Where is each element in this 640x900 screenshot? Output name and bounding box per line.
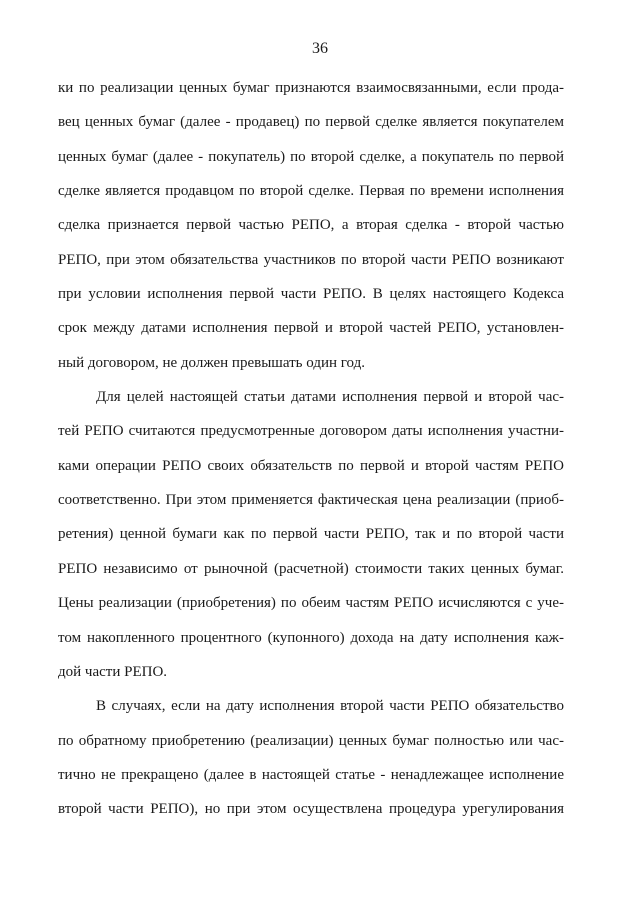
- body-text: [58, 80, 564, 836]
- text-line: вец ценных бумаг (далее - продавец) по первой сделке является покупателем: [58, 114, 564, 131]
- text-line: тей РЕПО считаются предусмотренные договором даты исполнения участни-: [58, 423, 564, 440]
- text-line: ками операции РЕПО своих обязательств по первой и второй частям РЕПО: [58, 457, 564, 474]
- text-line: сделке является продавцом по второй сделке. Первая по времени исполнения: [58, 183, 564, 200]
- text-line: ный договором, не должен превышать один год.: [58, 354, 365, 371]
- text-line: ки по реализации ценных бумаг признаются взаимосвязанными, если прода-: [58, 80, 564, 96]
- text-line: по обратному приобретению (реализации) ценных бумаг полностью или час-: [58, 732, 564, 749]
- page-number: 36: [312, 40, 328, 57]
- text-line: тично не прекращено (далее в настоящей статье - ненадлежащее исполнение: [58, 766, 564, 783]
- text-line: срок между датами исполнения первой и второй частей РЕПО, установлен-: [58, 320, 564, 337]
- text-line: Для целей настоящей статьи датами исполнения первой и второй час-: [96, 389, 564, 406]
- text-line: ценных бумаг (далее - покупатель) по второй сделке, а покупатель по первой: [58, 148, 564, 165]
- text-line: ретения) ценной бумаги как по первой части РЕПО, так и по второй части: [58, 526, 564, 543]
- text-line: РЕПО, при этом обязательства участников по второй части РЕПО возникают: [58, 251, 564, 268]
- text-line: второй части РЕПО), но при этом осуществлена процедура урегулирования: [58, 801, 564, 818]
- text-line: при условии исполнения первой части РЕПО. В целях настоящего Кодекса: [58, 286, 564, 303]
- text-line: Цены реализации (приобретения) по обеим частям РЕПО исчисляются с уче-: [58, 595, 564, 612]
- text-line: том накопленного процентного (купонного) дохода на дату исполнения каж-: [58, 629, 564, 646]
- text-line: РЕПО независимо от рыночной (расчетной) стоимости таких ценных бумаг.: [58, 560, 564, 577]
- text-line: В случаях, если на дату исполнения второй части РЕПО обязательство: [96, 698, 564, 715]
- text-line: сделка признается первой частью РЕПО, а вторая сделка - второй частью: [58, 217, 564, 234]
- text-line: дой части РЕПО.: [58, 663, 168, 680]
- text-line: соответственно. При этом применяется фактическая цена реализации (приоб-: [58, 492, 564, 509]
